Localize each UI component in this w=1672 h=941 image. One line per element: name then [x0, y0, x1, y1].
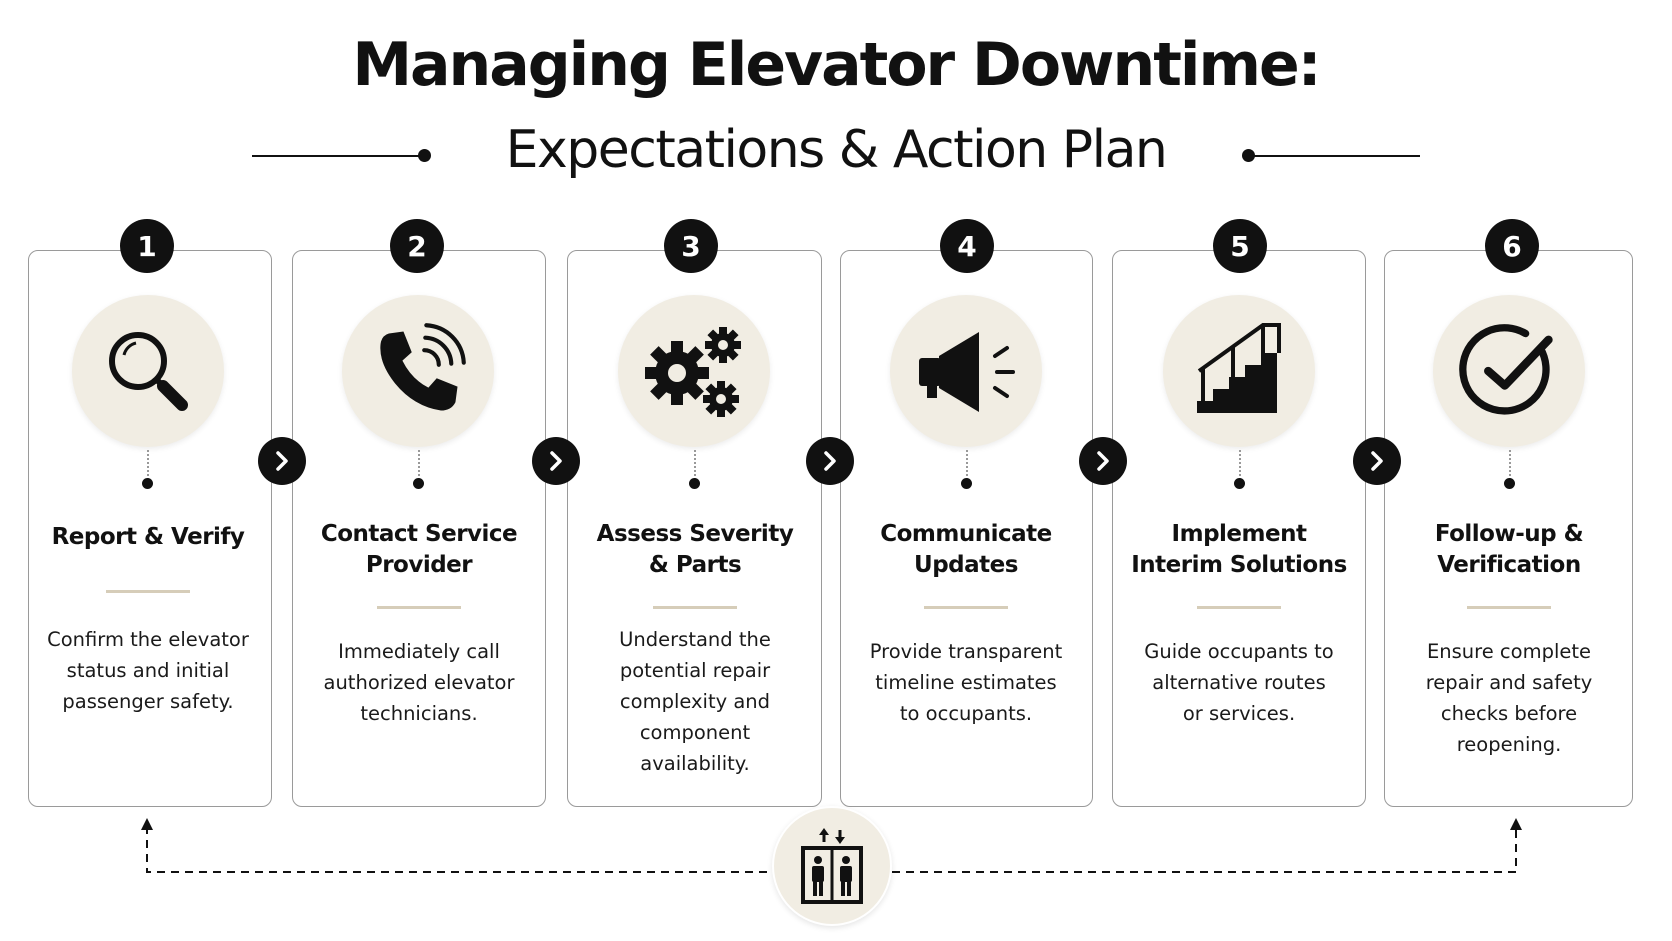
- step-desc-4-line: to occupants.: [899, 702, 1033, 725]
- step-title-2-line: Contact Service: [320, 521, 518, 547]
- step-number-2: 2: [390, 219, 444, 273]
- step-desc-3-line: component: [639, 721, 751, 744]
- page-title: Managing Elevator Downtime:: [352, 30, 1320, 100]
- step-desc-6-line: repair and safety: [1425, 671, 1593, 694]
- chevron-right-icon: [1092, 450, 1114, 472]
- step-title-1-line: Report & Verify: [51, 524, 245, 550]
- step-desc-4-line: Provide transparent: [869, 640, 1063, 663]
- step-desc-3-line: potential repair: [619, 659, 771, 682]
- step-desc-1-line: status and initial: [66, 659, 230, 682]
- step-number-1: 1: [120, 219, 174, 273]
- step-desc-2-line: Immediately call: [338, 640, 500, 663]
- step-title-5-line: Interim Solutions: [1131, 552, 1347, 578]
- page-subtitle: Expectations & Action Plan: [505, 120, 1167, 180]
- step-title-6-line: Follow-up &: [1434, 521, 1584, 547]
- step-desc-5-line: alternative routes: [1152, 671, 1326, 694]
- chevron-right-icon: [271, 450, 293, 472]
- step-desc-5-line: or services.: [1182, 702, 1296, 725]
- step-desc-2-line: authorized elevator: [323, 671, 515, 694]
- step-desc-2-line: technicians.: [360, 702, 478, 725]
- step-number-3: 3: [664, 219, 718, 273]
- step-desc-5-line: Guide occupants to: [1144, 640, 1334, 663]
- step-desc-3-line: Understand the: [619, 628, 771, 651]
- step-title-4-line: Communicate: [880, 521, 1052, 547]
- connector-arrow-1-2: [258, 437, 306, 485]
- step-desc-3-line: availability.: [640, 752, 750, 775]
- chevron-right-icon: [545, 450, 567, 472]
- step-title-2-line: Provider: [365, 552, 473, 578]
- connector-arrow-3-4: [806, 437, 854, 485]
- step-title-4-line: Updates: [914, 552, 1018, 578]
- step-desc-1-line: passenger safety.: [62, 690, 234, 713]
- step-title-3-line: & Parts: [648, 552, 742, 578]
- step-title-5-line: Implement: [1171, 521, 1307, 547]
- step-desc-1-line: Confirm the elevator: [47, 628, 249, 651]
- connector-arrow-5-6: [1353, 437, 1401, 485]
- connector-arrow-4-5: [1079, 437, 1127, 485]
- chevron-right-icon: [819, 450, 841, 472]
- step-title-3-line: Assess Severity: [596, 521, 794, 547]
- step-desc-4-line: timeline estimates: [875, 671, 1057, 694]
- chevron-right-icon: [1366, 450, 1388, 472]
- step-number-5: 5: [1213, 219, 1267, 273]
- step-number-4: 4: [940, 219, 994, 273]
- step-desc-6-line: reopening.: [1456, 733, 1562, 756]
- connector-arrow-2-3: [532, 437, 580, 485]
- elevator-badge: [772, 806, 892, 926]
- step-title-6-line: Verification: [1437, 552, 1581, 578]
- step-desc-6-line: checks before: [1440, 702, 1578, 725]
- step-desc-3-line: complexity and: [619, 690, 771, 713]
- elevator-icon: [800, 828, 864, 904]
- step-number-6: 6: [1485, 219, 1539, 273]
- step-desc-6-line: Ensure complete: [1426, 640, 1592, 663]
